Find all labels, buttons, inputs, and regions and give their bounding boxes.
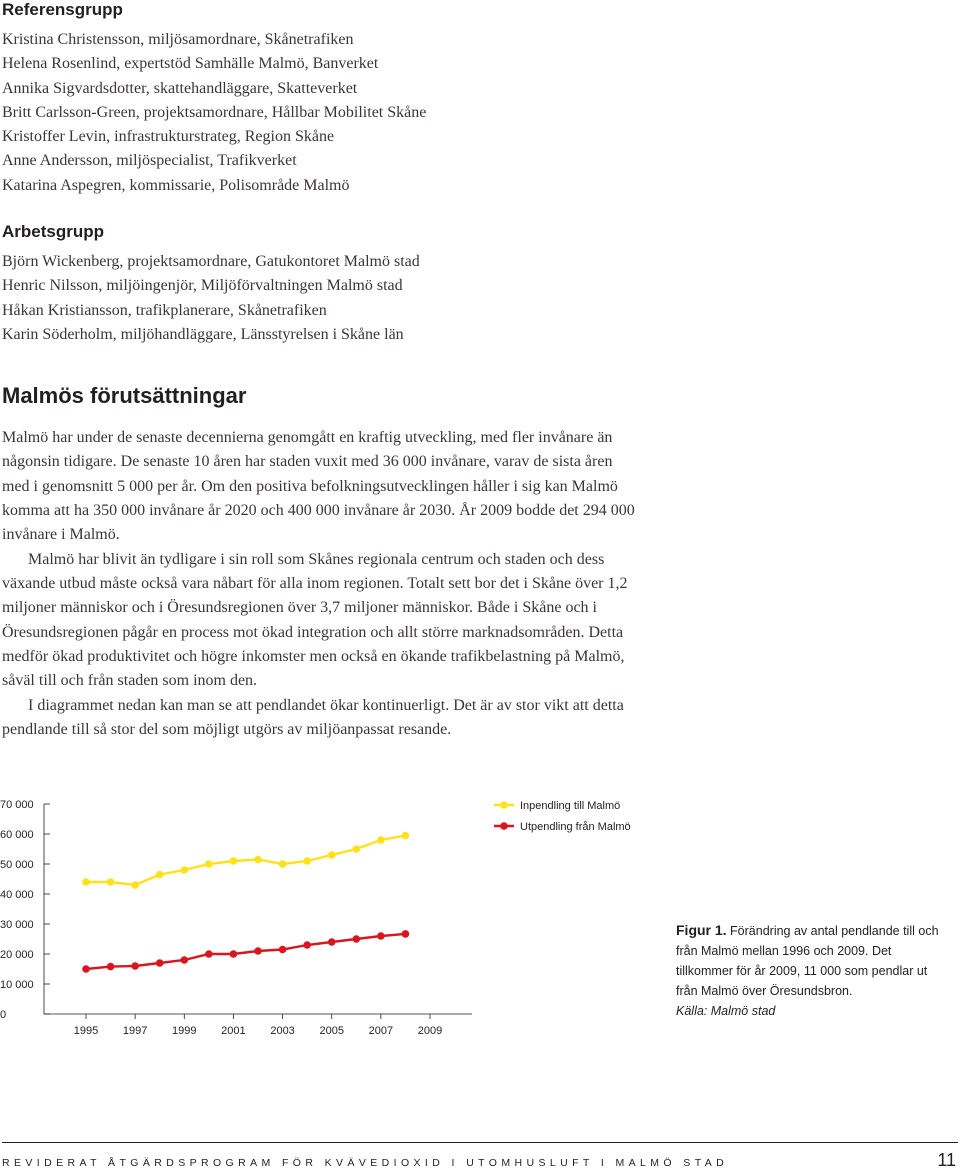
referensgrupp-list (2, 28, 426, 198)
paragraph: Malmö har under de senaste decennierna genomgått en kraftig utveckling, med fler invånare än någonsin tidigare. De senaste 10 åren har staden vuxit med 36 000 invånare, varav de sista åren med i genomsnitt 5 000 per år. Om den positiva befolkningsutvecklingen håller i sig kan Malmö komma att ha 350 000 invånare år 2020 och 400 000 invånare år 2030. År 2009 bodde det 294 000 invånare i Malmö. (2, 429, 635, 544)
data-point (205, 860, 213, 868)
data-point (377, 932, 385, 940)
data-point (156, 959, 164, 967)
data-point (254, 856, 262, 864)
y-tick-label: 50 000 (0, 859, 34, 871)
list-item: Kristina Christensson, miljösamordnare, Skånetrafiken (2, 31, 354, 48)
arbetsgrupp-list (2, 250, 420, 347)
paragraph: I diagrammet nedan kan man se att pendlandet ökar kontinuerligt. Det är av stor vikt att detta pendlande till så stor del som möjligt utgörs av miljöanpassat resande. (2, 696, 624, 739)
data-point (107, 963, 115, 971)
data-point (254, 947, 262, 955)
data-point (402, 832, 410, 840)
list-item: Helena Rosenlind, expertstöd Samhälle Malmö, Banverket (2, 55, 379, 73)
x-tick-label: 2005 (319, 1025, 344, 1037)
data-point (82, 965, 90, 973)
section-body (2, 426, 642, 742)
page-number: 11 (937, 1150, 956, 1170)
footer-divider (2, 1142, 958, 1143)
x-tick-label: 1999 (172, 1025, 197, 1037)
list-item: Britt Carlsson-Green, projektsamordnare, Hållbar Mobilitet Skåne (2, 103, 427, 121)
y-tick-label: 70 000 (0, 799, 34, 811)
data-point (131, 881, 139, 889)
data-point (328, 938, 336, 946)
data-point (279, 946, 287, 954)
list-item: Kristoffer Levin, infrastrukturstrateg, Region Skåne (2, 128, 335, 146)
referensgrupp-heading: Referensgrupp (2, 0, 123, 19)
section-heading: Malmös förutsättningar (2, 383, 247, 408)
list-item: Katarina Aspegren, kommissarie, Polisområde Malmö (2, 176, 350, 194)
y-tick-label: 30 000 (0, 919, 34, 931)
data-point (156, 871, 164, 879)
list-item: Anne Andersson, miljöspecialist, Trafikverket (2, 152, 297, 170)
data-point (303, 941, 311, 949)
x-tick-label: 2003 (270, 1025, 295, 1037)
legend-label: Utpendling från Malmö (520, 821, 631, 833)
x-tick-label: 2001 (221, 1025, 246, 1037)
legend-swatch-point (500, 801, 508, 809)
data-point (180, 866, 188, 874)
data-point (230, 857, 238, 865)
data-point (180, 956, 188, 964)
data-point (402, 930, 410, 938)
list-item: Annika Sigvardsdotter, skattehandläggare, Skatteverket (2, 79, 358, 97)
caption-source: Källa: Malmö stad (676, 1004, 776, 1018)
x-tick-label: 2007 (368, 1025, 394, 1037)
x-tick-label: 1997 (122, 1025, 148, 1037)
running-footer: REVIDERAT ÅTGÄRDSPROGRAM FÖR KVÄVEDIOXID I UTOMHUSLUFT I MALMÖ STAD (2, 1157, 729, 1169)
list-item: Henric Nilsson, miljöingenjör, Miljöförvaltningen Malmö stad (2, 277, 403, 295)
caption-label: Figur 1. (676, 922, 727, 938)
arbetsgrupp-heading: Arbetsgrupp (2, 222, 104, 241)
data-point (82, 878, 90, 886)
y-tick-label: 0 (0, 1009, 7, 1021)
figure-caption (676, 920, 946, 1021)
data-point (107, 878, 115, 886)
data-point (352, 845, 360, 853)
data-point (205, 950, 213, 958)
y-tick-label: 20 000 (0, 949, 34, 961)
paragraph: Malmö har blivit än tydligare i sin roll som Skånes regionala centrum och staden och dess växande utbud måste också vara nåbart för alla inom regionen. Totalt sett bor det i Skåne över 1,2 miljoner människor och i Öresundsregionen över 3,7 miljoner människor. Både i Skåne och i Öresundsregionen pågår en process mot ökad integration och allt större marknadsområden. Detta medför ökad produktivitet och högre inkomster men också en ökande trafikbelastning på Malmö, såväl till och från staden som inom den. (2, 550, 628, 690)
data-point (352, 935, 360, 943)
list-item: Håkan Kristiansson, trafikplanerare, Skånetrafiken (2, 301, 327, 319)
y-tick-label: 60 000 (0, 829, 34, 841)
legend-label: Inpendling till Malmö (520, 800, 621, 812)
data-point (131, 962, 139, 970)
list-item: Karin Söderholm, miljöhandläggare, Länsstyrelsen i Skåne län (2, 325, 404, 343)
legend-swatch-point (500, 822, 508, 830)
data-point (230, 950, 238, 958)
y-tick-label: 40 000 (0, 889, 34, 901)
y-tick-label: 10 000 (0, 979, 34, 991)
series-line (86, 836, 405, 886)
x-tick-label: 1995 (73, 1025, 99, 1037)
x-tick-label: 2009 (417, 1025, 443, 1037)
data-point (279, 860, 287, 868)
list-item: Björn Wickenberg, projektsamordnare, Gatukontoret Malmö stad (2, 253, 420, 270)
caption-text: Förändring av antal pendlande till och från Malmö mellan 1996 och 2009. Det tillkommer för år 2009, 11 000 som pendlar ut från Malmö över Öresundsbron. (676, 924, 939, 998)
commuting-line-chart (0, 790, 660, 1050)
data-point (303, 857, 311, 865)
data-point (377, 836, 385, 844)
data-point (328, 851, 336, 859)
